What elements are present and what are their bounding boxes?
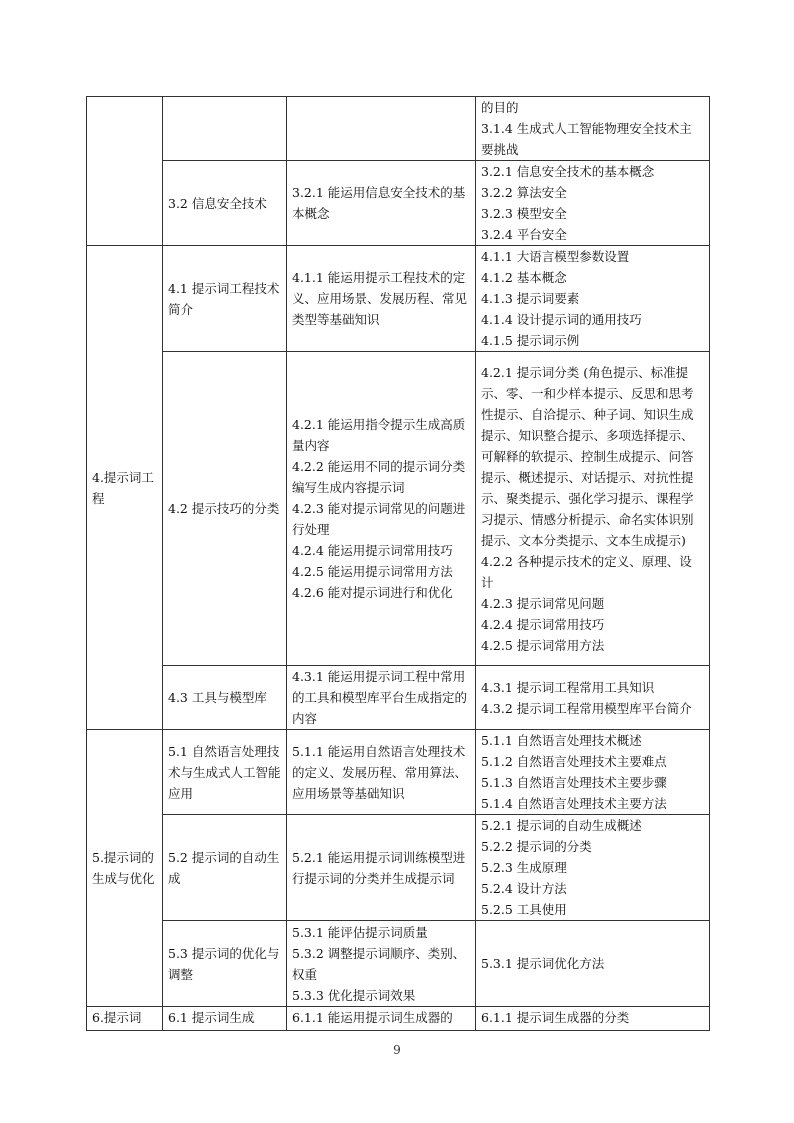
knowledge-cell bbox=[476, 921, 710, 1007]
skill-item: 4.3.1 能运用提示词工程中常用的工具和模型库平台生成指定的内容 bbox=[292, 669, 468, 726]
knowledge-item: 5.2.5 工具使用 bbox=[481, 902, 567, 917]
knowledge-item: 4.2.3 提示词常见问题 bbox=[481, 595, 605, 611]
skill-item: 4.2.1 能运用指令提示生成高质量内容 bbox=[292, 417, 466, 453]
unit-cell: 4.提示词工程 bbox=[87, 246, 163, 730]
knowledge-item: 3.2.1 信息安全技术的基本概念 bbox=[481, 164, 655, 179]
skill-item: 5.3.2 调整提示词顺序、类别、权重 bbox=[292, 945, 466, 982]
skill-item: 5.2.1 能运用提示词训练模型进行提示词的分类并生成提示词 bbox=[292, 849, 466, 886]
table-row bbox=[87, 246, 710, 352]
skill-item: 4.2.5 能运用提示词常用方法 bbox=[292, 564, 453, 579]
knowledge-item: 3.2.2 算法安全 bbox=[481, 185, 567, 200]
knowledge-item: 4.1.4 设计提示词的通用技巧 bbox=[481, 312, 642, 327]
knowledge-cell bbox=[476, 97, 710, 161]
skill-item: 6.1.1 能运用提示词生成器的 bbox=[292, 1010, 453, 1025]
skill-item: 4.2.3 能对提示词常见的问题进行处理 bbox=[292, 501, 466, 537]
knowledge-item: 4.1.1 大语言模型参数设置 bbox=[481, 249, 630, 264]
knowledge-item: 4.1.5 提示词示例 bbox=[481, 333, 580, 348]
knowledge-cell bbox=[476, 246, 710, 352]
topic-cell bbox=[163, 97, 287, 161]
skill-cell bbox=[287, 97, 476, 161]
knowledge-cell bbox=[476, 161, 710, 246]
skill-item: 4.2.2 能运用不同的提示词分类编写生成内容提示词 bbox=[292, 459, 466, 495]
knowledge-item: 5.3.1 提示词优化方法 bbox=[481, 956, 605, 971]
unit-cell bbox=[87, 97, 163, 246]
knowledge-item: 4.2.1 提示词分类 (角色提示、标准提示、零、一和少样本提示、反思和思考性提示、自洽提示、种子词、知识生成提示、知识整合提示、多项选择提示、可解释的软提示、控制生成提示、问答提示、概述提示、对话提示、对抗性提示、聚类提示、强化学习提示、课程学习提示、情感分析提示、命名实体识别提示、文本分类提示、文本生成提示) bbox=[481, 364, 694, 548]
knowledge-item: 5.2.1 提示词的自动生成概述 bbox=[481, 818, 642, 833]
skill-cell bbox=[287, 666, 476, 730]
topic-cell: 4.3 工具与模型库 bbox=[163, 666, 287, 730]
skill-item: 3.2.1 能运用信息安全技术的基本概念 bbox=[292, 185, 466, 221]
knowledge-item: 4.1.3 提示词要素 bbox=[481, 291, 580, 306]
knowledge-item: 4.2.4 提示词常用技巧 bbox=[481, 616, 605, 632]
unit-cell: 5.提示词的生成与优化 bbox=[87, 730, 163, 1007]
syllabus-table bbox=[86, 96, 710, 1031]
topic-cell: 3.2 信息安全技术 bbox=[163, 161, 287, 246]
table-row bbox=[87, 97, 710, 161]
table-row bbox=[87, 161, 710, 246]
skill-item: 5.3.1 能评估提示词质量 bbox=[292, 924, 428, 940]
knowledge-cell bbox=[476, 1007, 710, 1031]
knowledge-item: 4.3.2 提示词工程常用模型库平台简介 bbox=[481, 700, 692, 716]
skill-cell bbox=[287, 815, 476, 921]
knowledge-item: 6.1.1 提示词生成器的分类 bbox=[481, 1010, 630, 1025]
knowledge-item: 5.2.3 生成原理 bbox=[481, 860, 567, 875]
skill-cell bbox=[287, 246, 476, 352]
page-number: 9 bbox=[393, 1043, 401, 1057]
skill-item: 4.1.1 能运用提示工程技术的定义、应用场景、发展历程、常见类型等基础知识 bbox=[292, 270, 468, 327]
knowledge-item: 5.1.2 自然语言处理技术主要难点 bbox=[481, 754, 667, 769]
knowledge-item: 5.2.2 提示词的分类 bbox=[481, 839, 592, 854]
knowledge-item: 4.3.1 提示词工程常用工具知识 bbox=[481, 679, 655, 695]
table-row bbox=[87, 815, 710, 921]
topic-cell: 5.3 提示词的优化与调整 bbox=[163, 921, 287, 1007]
topic-cell: 5.2 提示词的自动生成 bbox=[163, 815, 287, 921]
knowledge-item: 4.2.2 各种提示技术的定义、原理、设计 bbox=[481, 553, 692, 590]
skill-item: 4.2.4 能运用提示词常用技巧 bbox=[292, 543, 453, 558]
knowledge-item: 的目的 bbox=[481, 100, 519, 115]
topic-cell: 5.1 自然语言处理技术与生成式人工智能应用 bbox=[163, 730, 287, 815]
knowledge-cell bbox=[476, 815, 710, 921]
topic-cell: 4.2 提示技巧的分类 bbox=[163, 352, 287, 666]
knowledge-item: 5.1.4 自然语言处理技术主要方法 bbox=[481, 796, 667, 811]
skill-cell bbox=[287, 921, 476, 1007]
knowledge-item: 3.2.4 平台安全 bbox=[481, 227, 567, 242]
skill-cell bbox=[287, 1007, 476, 1031]
knowledge-item: 4.1.2 基本概念 bbox=[481, 270, 567, 285]
table-row bbox=[87, 1007, 710, 1031]
topic-cell: 4.1 提示词工程技术简介 bbox=[163, 246, 287, 352]
knowledge-cell bbox=[476, 352, 710, 666]
skill-item: 4.2.6 能对提示词进行和优化 bbox=[292, 585, 453, 600]
knowledge-item: 5.1.3 自然语言处理技术主要步骤 bbox=[481, 775, 667, 790]
skill-item: 5.1.1 能运用自然语言处理技术的定义、发展历程、常用算法、应用场景等基础知识 bbox=[292, 743, 468, 801]
knowledge-cell bbox=[476, 730, 710, 815]
skill-cell bbox=[287, 730, 476, 815]
skill-cell bbox=[287, 161, 476, 246]
knowledge-item: 5.2.4 设计方法 bbox=[481, 881, 567, 896]
table-row bbox=[87, 666, 710, 730]
topic-cell: 6.1 提示词生成 bbox=[163, 1007, 287, 1031]
knowledge-item: 4.2.5 提示词常用方法 bbox=[481, 637, 605, 653]
knowledge-item: 5.1.1 自然语言处理技术概述 bbox=[481, 733, 642, 748]
table-row bbox=[87, 730, 710, 815]
table-row bbox=[87, 352, 710, 666]
skill-item: 5.3.3 优化提示词效果 bbox=[292, 987, 416, 1003]
table-row bbox=[87, 921, 710, 1007]
knowledge-item: 3.1.4 生成式人工智能物理安全技术主要挑战 bbox=[481, 121, 692, 157]
knowledge-cell bbox=[476, 666, 710, 730]
knowledge-item: 3.2.3 模型安全 bbox=[481, 206, 567, 221]
unit-cell: 6.提示词 bbox=[87, 1007, 163, 1031]
skill-cell bbox=[287, 352, 476, 666]
